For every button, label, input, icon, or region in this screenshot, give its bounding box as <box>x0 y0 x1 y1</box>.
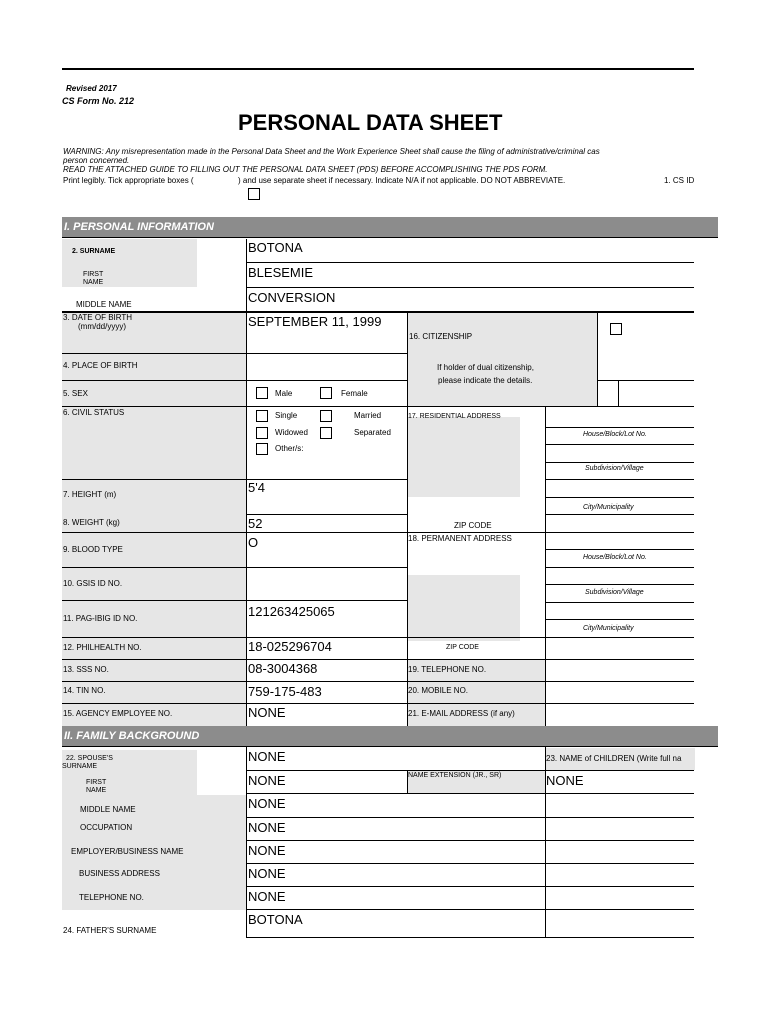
house-label-2: House/Block/Lot No. <box>583 554 647 561</box>
warning-text-2: person concerned. <box>63 156 130 165</box>
mobile-label: 20. MOBILE NO. <box>408 686 469 695</box>
height-label: 7. HEIGHT (m) <box>63 490 117 499</box>
others-checkbox[interactable] <box>256 443 268 455</box>
spouse-surname-label-2: SURNAME <box>62 763 98 770</box>
male-checkbox[interactable] <box>256 387 268 399</box>
employer-label: EMPLOYER/BUSINESS NAME <box>71 847 184 856</box>
children-label: 23. NAME of CHILDREN (Write full na <box>546 754 682 763</box>
middle-name-label: MIDDLE NAME <box>76 300 132 309</box>
father-surname-value[interactable]: BOTONA <box>248 912 303 927</box>
spouse-surname-label: 22. SPOUSE'S <box>66 755 113 762</box>
first-name-value[interactable]: BLESEMIE <box>248 265 314 280</box>
spouse-middle-label: MIDDLE NAME <box>80 805 136 814</box>
employer-value[interactable]: NONE <box>248 843 286 858</box>
spouse-middle-value[interactable]: NONE <box>248 796 286 811</box>
philhealth-label: 12. PHILHEALTH NO. <box>63 643 142 652</box>
spouse-telephone-value[interactable]: NONE <box>248 889 286 904</box>
spouse-first-label: FIRST <box>86 779 107 786</box>
print-instruction: Print legibly. Tick appropriate boxes ( <box>63 176 194 185</box>
subdivision-label-2: Subdivision/Village <box>585 589 644 596</box>
spouse-first-value[interactable]: NONE <box>248 773 286 788</box>
telephone-label: 19. TELEPHONE NO. <box>408 665 487 674</box>
surname-label: 2. SURNAME <box>72 248 116 255</box>
citizenship-label: 16. CITIZENSHIP <box>409 332 473 341</box>
revised-label: Revised 2017 <box>66 84 117 93</box>
married-label: Married <box>354 411 382 420</box>
single-checkbox[interactable] <box>256 410 268 422</box>
agency-no-label: 15. AGENCY EMPLOYEE NO. <box>63 709 173 718</box>
agency-no-value[interactable]: NONE <box>248 705 286 720</box>
dob-value[interactable]: SEPTEMBER 11, 1999 <box>248 314 382 329</box>
first-name-label-2: NAME <box>83 279 104 286</box>
blood-type-label: 9. BLOOD TYPE <box>63 545 123 554</box>
separated-label: Separated <box>354 428 391 437</box>
married-checkbox[interactable] <box>320 410 332 422</box>
page-title: PERSONAL DATA SHEET <box>238 110 503 135</box>
gsis-label: 10. GSIS ID NO. <box>63 579 123 588</box>
section-personal-information: I. PERSONAL INFORMATION <box>62 217 718 237</box>
male-label: Male <box>275 389 293 398</box>
print-instruction-2: ) and use separate sheet if necessary. Indicate N/A if not applicable. DO NOT ABBREVIATE. <box>238 176 566 185</box>
dob-label: 3. DATE OF BIRTH <box>63 313 133 322</box>
sss-value[interactable]: 08-3004368 <box>248 661 318 676</box>
res-address-bg <box>407 417 520 497</box>
first-name-label: FIRST <box>83 271 104 278</box>
business-address-label: BUSINESS ADDRESS <box>79 869 160 878</box>
name-extension-label: NAME EXTENSION (JR., SR) <box>408 772 502 779</box>
citizenship-checkbox[interactable] <box>610 323 622 335</box>
children-value[interactable]: NONE <box>546 773 584 788</box>
sample-checkbox <box>248 188 260 200</box>
section-family-background: II. FAMILY BACKGROUND <box>62 726 718 746</box>
separated-checkbox[interactable] <box>320 427 332 439</box>
pagibig-value[interactable]: 121263425065 <box>248 604 335 619</box>
guide-text: READ THE ATTACHED GUIDE TO FILLING OUT THE PERSONAL DATA SHEET (PDS) BEFORE ACCOMPLISHING THE PDS FORM. <box>63 165 548 174</box>
others-label: Other/s: <box>275 444 304 453</box>
female-checkbox[interactable] <box>320 387 332 399</box>
res-address-label: 17. RESIDENTIAL ADDRESS <box>408 413 501 420</box>
height-value[interactable]: 5'4 <box>248 480 265 495</box>
business-address-value[interactable]: NONE <box>248 866 286 881</box>
spouse-first-label-2: NAME <box>86 787 107 794</box>
occupation-label: OCCUPATION <box>80 823 133 832</box>
dual-citizenship-note: If holder of dual citizenship, <box>437 363 534 372</box>
single-label: Single <box>275 411 298 420</box>
zip-code-label-2: ZIP CODE <box>446 644 479 651</box>
weight-label: 8. WEIGHT (kg) <box>63 518 120 527</box>
widowed-label: Widowed <box>275 428 308 437</box>
cs-id-label: 1. CS ID <box>664 176 695 185</box>
spouse-telephone-label: TELEPHONE NO. <box>79 893 144 902</box>
subdivision-label: Subdivision/Village <box>585 465 644 472</box>
dual-citizenship-note-2: please indicate the details. <box>438 376 533 385</box>
father-surname-label: 24. FATHER'S SURNAME <box>63 926 157 935</box>
perm-address-bg <box>407 575 520 641</box>
blood-type-value[interactable]: O <box>248 535 259 550</box>
sss-label: 13. SSS NO. <box>63 665 109 674</box>
place-of-birth-label: 4. PLACE OF BIRTH <box>63 361 138 370</box>
citizenship-bg <box>407 312 597 407</box>
form-number: CS Form No. 212 <box>62 96 135 106</box>
female-label: Female <box>341 389 368 398</box>
spouse-surname-value[interactable]: NONE <box>248 749 286 764</box>
warning-text: WARNING: Any misrepresentation made in the Personal Data Sheet and the Work Experience Sheet shall cause the filing of administrative/criminal cas <box>63 147 600 156</box>
dob-format-label: (mm/dd/yyyy) <box>78 322 126 331</box>
house-label: House/Block/Lot No. <box>583 431 647 438</box>
email-label: 21. E-MAIL ADDRESS (if any) <box>408 709 515 718</box>
tin-label: 14. TIN NO. <box>63 686 106 695</box>
pagibig-label: 11. PAG-IBIG ID NO. <box>63 614 138 623</box>
city-label: City/Municipality <box>583 504 634 511</box>
weight-value[interactable]: 52 <box>248 516 263 531</box>
perm-address-label: 18. PERMANENT ADDRESS <box>408 534 512 543</box>
top-border <box>62 68 694 70</box>
middle-name-value[interactable]: CONVERSION <box>248 290 336 305</box>
widowed-checkbox[interactable] <box>256 427 268 439</box>
city-label-2: City/Municipality <box>583 625 634 632</box>
sex-label: 5. SEX <box>63 389 88 398</box>
occupation-value[interactable]: NONE <box>248 820 286 835</box>
zip-code-label: ZIP CODE <box>454 521 492 530</box>
philhealth-value[interactable]: 18-025296704 <box>248 639 332 654</box>
civil-status-label: 6. CIVIL STATUS <box>63 408 125 417</box>
surname-value[interactable]: BOTONA <box>248 240 303 255</box>
tin-value[interactable]: 759-175-483 <box>248 684 322 699</box>
